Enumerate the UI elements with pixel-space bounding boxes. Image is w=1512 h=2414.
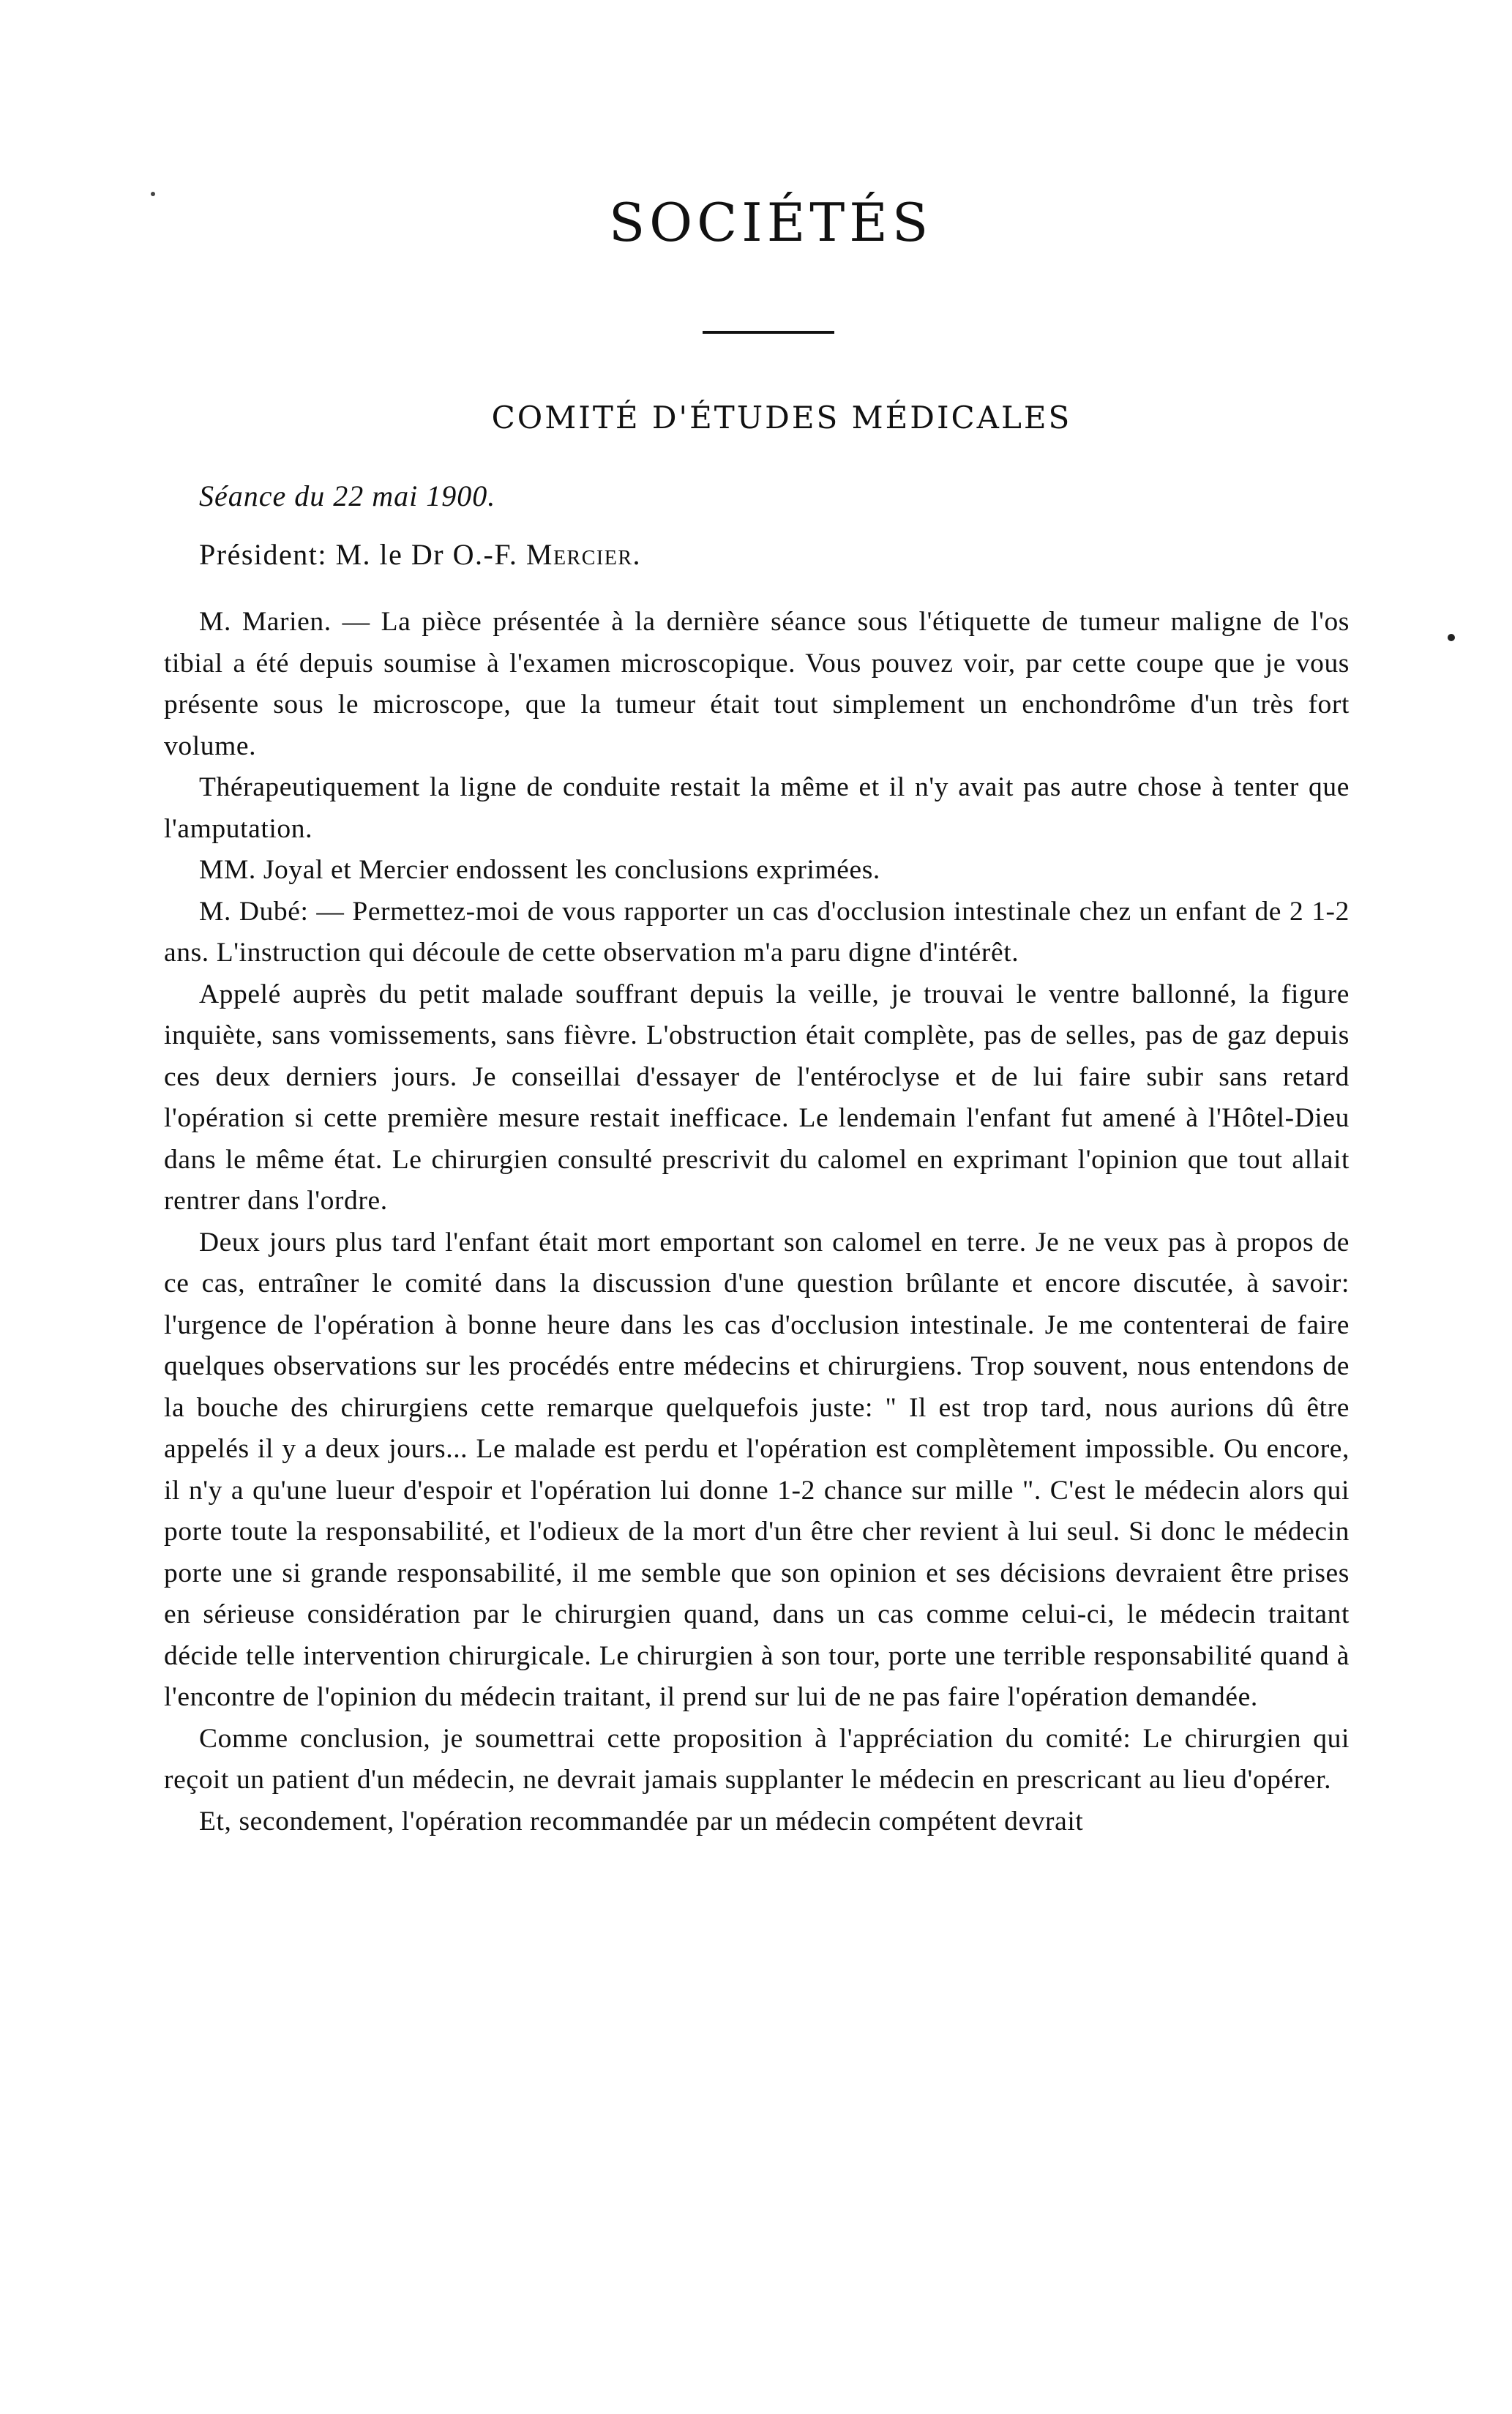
section-title: SOCIÉTÉS <box>608 192 933 253</box>
paragraph: Et, secondement, l'opération recommandée par un médecin compétent devrait <box>199 1806 1084 1836</box>
seance-date: Séance du 22 mai 1900. <box>199 479 496 512</box>
title-rule <box>703 331 834 334</box>
paragraph: Appelé auprès du petit malade souffrant depuis la veille, je trouvai le ventre ballonné, la figure inquiète, sans vomissements, sans fièvre. L'obstruction était complète, pas de selles, pas de gaz depuis ces deux derniers jours. Je conseillai d'essayer de l'entéroclyse et de lui faire subir sans retard l'opération si cette première mesure restait inefficace. Le lendemain l'enfant fut amené à l'Hôtel-Dieu dans le même état. Le chirurgien consulté prescrivit du calomel en exprimant l'opinion que tout allait rentrer dans l'ordre. <box>164 979 1350 1216</box>
paragraph: M. Dubé: — Permettez-moi de vous rapporter un cas d'occlusion intestinale chez un enfant de 2 1-2 ans. L'instruction qui découle de cette observation m'a paru digne d'intérêt. <box>164 896 1350 968</box>
paragraph: Comme conclusion, je soumettrai cette proposition à l'appréciation du comité: Le chirurgien qui reçoit un patient d'un médecin, ne devrait jamais supplanter le médecin en prescricant au lieu d'opérer. <box>164 1723 1350 1795</box>
paragraph: MM. Joyal et Mercier endossent les conclusions exprimées. <box>199 855 880 885</box>
paragraph: Deux jours plus tard l'enfant était mort emportant son calomel en terre. Je ne veux pas à propos de ce cas, entraîner le comité dans la discussion d'une question brûlante et encore discutée, à savoir: l'urgence de l'opération à bonne heure dans les cas d'occlusion intestinale. Je me contenterai de faire quelques observations sur les procédés entre médecins et chirurgiens. Trop souvent, nous entendons de la bouche des chirurgiens cette remarque quelquefois juste: " Il est trop tard, nous aurions dû être appelés il y a deux jours... Le malade est perdu et l'opération est complètement impossible. Ou encore, il n'y a qu'une lueur d'espoir et l'opération lui donne 1-2 chance sur mille ". C'est le médecin alors qui porte toute la responsabilité, et l'odieux de la mort d'un être cher revient à lui seul. Si donc le médecin porte une si grande responsabilité, il me semble que son opinion et ses décisions devraient être prises en sérieuse considération par le chirurgien quand, dans un cas comme celui-ci, le médecin traitant décide telle intervention chirurgicale. Le chirurgien à son tour, porte une terrible responsabilité quand à l'encontre de l'opinion du médecin traitant, il prend sur lui de ne pas faire l'opération demandée. <box>164 1227 1350 1712</box>
paragraph: Thérapeutiquement la ligne de conduite restait la même et il n'y avait pas autre chose à tenter que l'amputation. <box>164 772 1350 844</box>
president-name: Mercier. <box>525 538 641 571</box>
committee-heading: COMITÉ D'ÉTUDES MÉDICALES <box>491 400 1072 436</box>
margin-dot <box>1448 634 1455 641</box>
body-text <box>164 602 1350 1842</box>
president-line <box>199 540 641 569</box>
paragraph: M. Marien. — La pièce présentée à la dernière séance sous l'étiquette de tumeur maligne de l'os tibial a été depuis soumise à l'examen microscopique. Vous pouvez voir, par cette coupe que je vous présente sous le microscope, que la tumeur était tout simplement un enchondrôme d'un très fort volume. <box>164 607 1350 761</box>
president-prefix: Président: M. le Dr O.-F. <box>199 538 526 571</box>
